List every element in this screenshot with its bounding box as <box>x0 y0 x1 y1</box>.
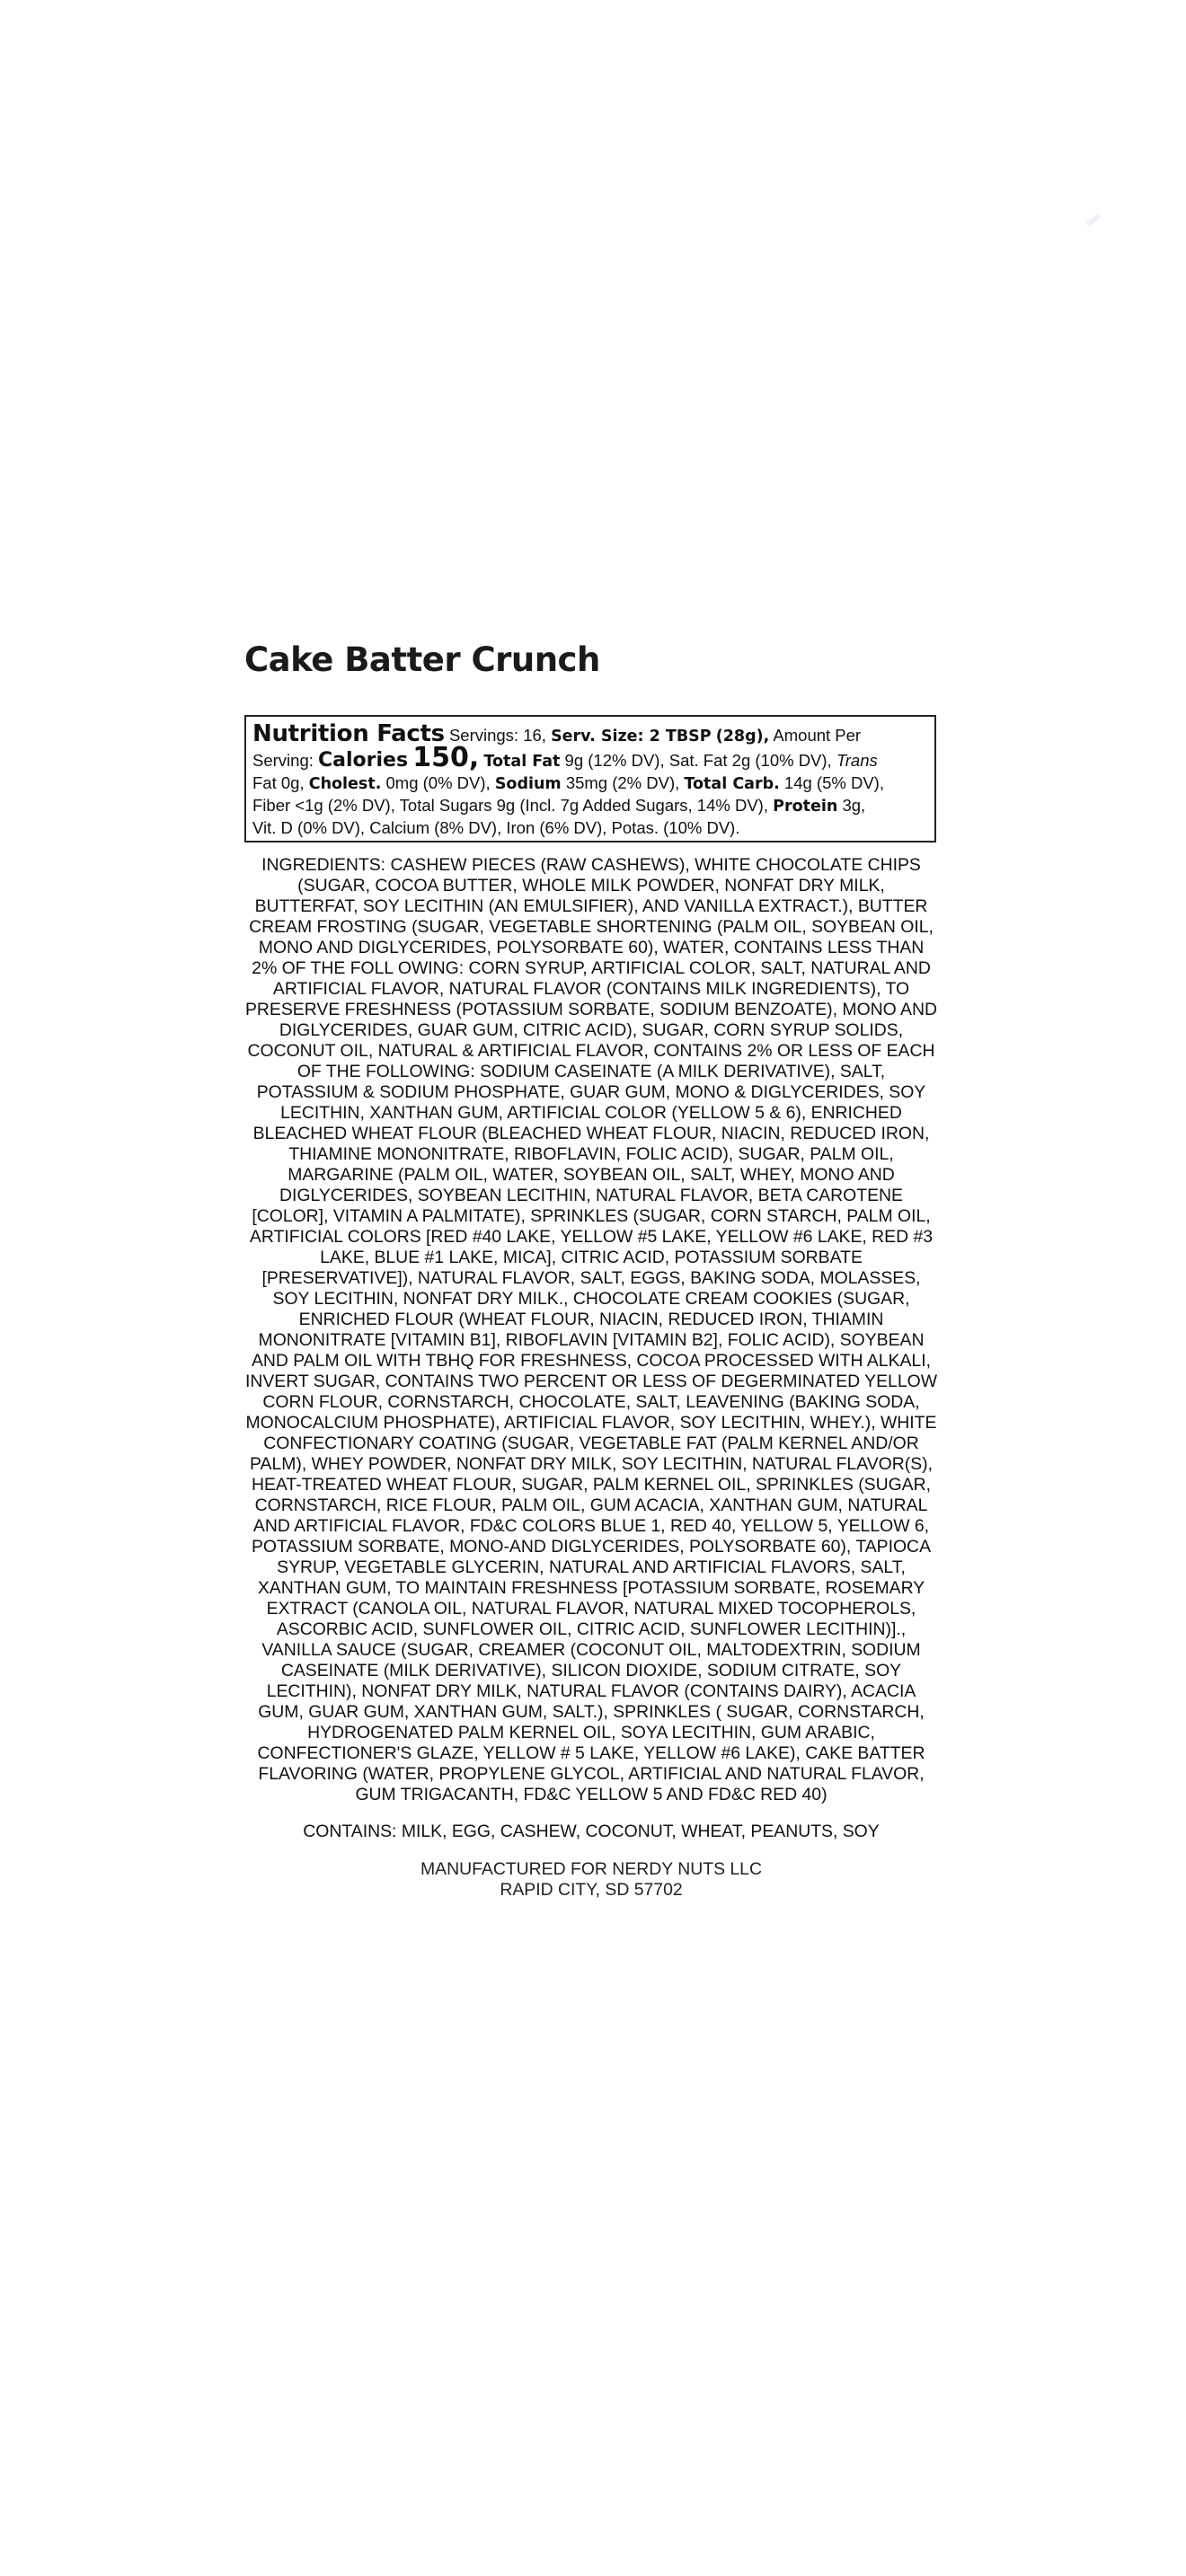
ingredients-line: BLEACHED WHEAT FLOUR (BLEACHED WHEAT FLOUR, NIACIN, REDUCED IRON, <box>252 1124 930 1143</box>
ingredients-line: COCONUT OIL, NATURAL & ARTIFICIAL FLAVOR, CONTAINS 2% OR LESS OF EACH <box>247 1041 935 1061</box>
ingredients-line: THIAMINE MONONITRATE, RIBOFLAVIN, FOLIC ACID), SUGAR, PALM OIL, <box>288 1144 894 1164</box>
ingredients-line: DIGLYCERIDES, GUAR GUM, CITRIC ACID), SUGAR, CORN SYRUP SOLIDS, <box>279 1020 904 1040</box>
ingredients-line: LECITHIN), NONFAT DRY MILK, NATURAL FLAVOR (CONTAINS DAIRY), ACACIA <box>266 1681 916 1701</box>
nutrition-line-1 <box>252 720 927 747</box>
ingredients-line: CREAM FROSTING (SUGAR, VEGETABLE SHORTENING (PALM OIL, SOYBEAN OIL, <box>249 917 934 937</box>
ingredients-line: 2% OF THE FOLL OWING: CORN SYRUP, ARTIFICIAL COLOR, SALT, NATURAL AND <box>252 958 931 978</box>
protein-value: 3g, <box>842 796 866 815</box>
ingredients-line: DIGLYCERIDES, SOYBEAN LECITHIN, NATURAL FLAVOR, BETA CAROTENE <box>279 1186 903 1205</box>
nutrition-line-2 <box>252 742 927 773</box>
ingredients-line: MONONITRATE [VITAMIN B1], RIBOFLAVIN [VITAMIN B2], FOLIC ACID), SOYBEAN <box>258 1330 925 1350</box>
amount-per-text: Amount Per <box>773 726 862 745</box>
ingredients-line: INGREDIENTS: CASHEW PIECES (RAW CASHEWS), WHITE CHOCOLATE CHIPS <box>261 855 921 875</box>
ingredients-line: MARGARINE (PALM OIL, WATER, SOYBEAN OIL, SALT, WHEY, MONO AND <box>288 1165 895 1185</box>
background-speck <box>1085 213 1102 226</box>
allergen-statement: CONTAINS: MILK, EGG, CASHEW, COCONUT, WHEAT, PEANUTS, SOY <box>303 1822 880 1841</box>
ingredients-line: [PRESERVATIVE]), NATURAL FLAVOR, SALT, EGGS, BAKING SODA, MOLASSES, <box>261 1268 921 1288</box>
calories-value: 150, <box>412 742 480 773</box>
servings-text: Servings: 16, <box>448 726 546 745</box>
ingredients-line: CONFECTIONARY COATING (SUGAR, VEGETABLE FAT (PALM KERNEL AND/OR <box>263 1434 919 1453</box>
serving-size-value: (28g), <box>715 728 770 745</box>
ingredients-line: ARTIFICIAL COLORS [RED #40 LAKE, YELLOW #5 LAKE, YELLOW #6 LAKE, RED #3 <box>249 1227 934 1247</box>
manufacturer-address: RAPID CITY, SD 57702 <box>500 1880 683 1900</box>
ingredients-list <box>241 855 942 1805</box>
serving-size-label: Serv. Size: 2 TBSP <box>551 728 712 745</box>
ingredients-line: ENRICHED FLOUR (WHEAT FLOUR, NIACIN, REDUCED IRON, THIAMIN <box>298 1310 884 1329</box>
nutrition-line-4 <box>252 795 927 817</box>
ingredients-line: POTASSIUM SORBATE, MONO-AND DIGLYCERIDES, POLYSORBATE 60), TAPIOCA <box>251 1537 931 1557</box>
ingredients-line: (SUGAR, COCOA BUTTER, WHOLE MILK POWDER, NONFAT DRY MILK, <box>297 876 885 895</box>
ingredients-line: [COLOR], VITAMIN A PALMITATE), SPRINKLES (SUGAR, CORN STARCH, PALM OIL, <box>252 1206 931 1226</box>
trans-fat-value: Fat 0g, <box>252 773 305 792</box>
ingredients-line: FLAVORING (WATER, PROPYLENE GLYCOL, ARTIFICIAL AND NATURAL FLAVOR, <box>258 1764 925 1784</box>
product-title: Cake Batter Crunch <box>244 640 600 679</box>
manufacturer-name: MANUFACTURED FOR NERDY NUTS LLC <box>420 1859 762 1879</box>
ingredients-line: CORNSTARCH, RICE FLOUR, PALM OIL, GUM ACACIA, XANTHAN GUM, NATURAL <box>254 1495 928 1515</box>
vitamins-text: Vit. D (0% DV), Calcium (8% DV), Iron (6% DV), Potas. (10% DV). <box>252 818 740 837</box>
ingredients-line: GUM TRIGACANTH, FD&C YELLOW 5 AND FD&C RED 40) <box>355 1785 828 1804</box>
sodium-label: Sodium <box>494 775 562 793</box>
ingredients-line: PRESERVE FRESHNESS (POTASSIUM SORBATE, SODIUM BENZOATE), MONO AND <box>245 1000 937 1019</box>
ingredients-line: MONO AND DIGLYCERIDES, POLYSORBATE 60), WATER, CONTAINS LESS THAN <box>258 938 925 957</box>
ingredients-line: CASEINATE (MILK DERIVATIVE), SILICON DIOXIDE, SODIUM CITRATE, SOY <box>280 1661 902 1681</box>
total-carb-label: Total Carb. <box>684 775 780 793</box>
ingredients-line: BUTTERFAT, SOY LECITHIN (AN EMULSIFIER), AND VANILLA EXTRACT.), BUTTER <box>254 896 928 916</box>
ingredients-line: ASCORBIC ACID, SUNFLOWER OIL, CITRIC ACID, SUNFLOWER LECITHIN)]., <box>276 1619 907 1639</box>
manufacturer-info <box>241 1859 942 1901</box>
ingredients-line: LAKE, BLUE #1 LAKE, MICA], CITRIC ACID, POTASSIUM SORBATE <box>320 1248 863 1267</box>
total-fat-label: Total Fat <box>483 753 561 771</box>
ingredients-line: HEAT-TREATED WHEAT FLOUR, SUGAR, PALM KERNEL OIL, SPRINKLES (SUGAR, <box>251 1475 931 1495</box>
ingredients-line: POTASSIUM & SODIUM PHOSPHATE, GUAR GUM, MONO & DIGLYCERIDES, SOY <box>256 1082 926 1102</box>
ingredients-line: MONOCALCIUM PHOSPHATE), ARTIFICIAL FLAVOR, SOY LECITHIN, WHEY.), WHITE <box>245 1413 937 1433</box>
trans-label: Trans <box>836 751 878 770</box>
ingredients-line: ARTIFICIAL FLAVOR, NATURAL FLAVOR (CONTAINS MILK INGREDIENTS), TO <box>272 979 910 999</box>
nutrition-facts-panel <box>244 715 936 842</box>
cholesterol-label: Cholest. <box>308 775 382 793</box>
ingredients-line: LECITHIN, XANTHAN GUM, ARTIFICIAL COLOR (YELLOW 5 & 6), ENRICHED <box>280 1103 902 1123</box>
sodium-value: 35mg (2% DV), <box>565 773 680 792</box>
ingredients-line: SYRUP, VEGETABLE GLYCERIN, NATURAL AND ARTIFICIAL FLAVORS, SALT, <box>277 1557 906 1577</box>
nutrition-line-5 <box>252 817 927 838</box>
ingredients-line: PALM), WHEY POWDER, NONFAT DRY MILK, SOY LECITHIN, NATURAL FLAVOR(S), <box>250 1454 933 1474</box>
calories-label: Calories <box>318 749 409 772</box>
ingredients-line: XANTHAN GUM, TO MAINTAIN FRESHNESS [POTASSIUM SORBATE, ROSEMARY <box>257 1578 925 1598</box>
protein-label: Protein <box>773 798 838 816</box>
nutrition-line-3 <box>252 772 927 795</box>
ingredients-line: GUM, GUAR GUM, XANTHAN GUM, SALT.), SPRINKLES ( SUGAR, CORNSTARCH, <box>258 1702 925 1722</box>
ingredients-line: CONFECTIONER'S GLAZE, YELLOW # 5 LAKE, YELLOW #6 LAKE), CAKE BATTER <box>257 1743 925 1763</box>
ingredients-line: VANILLA SAUCE (SUGAR, CREAMER (COCONUT OIL, MALTODEXTRIN, SODIUM <box>261 1640 921 1660</box>
fiber-sugars-text: Fiber <1g (2% DV), Total Sugars 9g (Incl. 7g Added Sugars, 14% DV), <box>252 796 768 815</box>
ingredients-line: SOY LECITHIN, NONFAT DRY MILK., CHOCOLATE CREAM COOKIES (SUGAR, <box>272 1289 910 1309</box>
total-carb-value: 14g (5% DV), <box>783 773 884 792</box>
ingredients-line: OF THE FOLLOWING: SODIUM CASEINATE (A MILK DERIVATIVE), SALT, <box>296 1062 886 1081</box>
ingredients-line: HYDROGENATED PALM KERNEL OIL, SOYA LECITHIN, GUM ARABIC, <box>307 1723 875 1742</box>
ingredients-line: EXTRACT (CANOLA OIL, NATURAL FLAVOR, NATURAL MIXED TOCOPHEROLS, <box>266 1599 916 1619</box>
ingredients-line: INVERT SUGAR, CONTAINS TWO PERCENT OR LESS OF DEGERMINATED YELLOW <box>244 1372 937 1391</box>
serving-text: Serving: <box>252 751 314 770</box>
ingredients-line: CORN FLOUR, CORNSTARCH, CHOCOLATE, SALT, LEAVENING (BAKING SODA, <box>262 1392 920 1412</box>
total-fat-value: 9g (12% DV), Sat. Fat 2g (10% DV), <box>564 751 832 770</box>
cholesterol-value: 0mg (0% DV), <box>385 773 491 792</box>
ingredients-line: AND ARTIFICIAL FLAVOR, FD&C COLORS BLUE 1, RED 40, YELLOW 5, YELLOW 6, <box>252 1516 930 1536</box>
nutrition-facts-heading: Nutrition Facts <box>252 720 445 747</box>
ingredients-line: AND PALM OIL WITH TBHQ FOR FRESHNESS, COCOA PROCESSED WITH ALKALI, <box>251 1351 931 1371</box>
